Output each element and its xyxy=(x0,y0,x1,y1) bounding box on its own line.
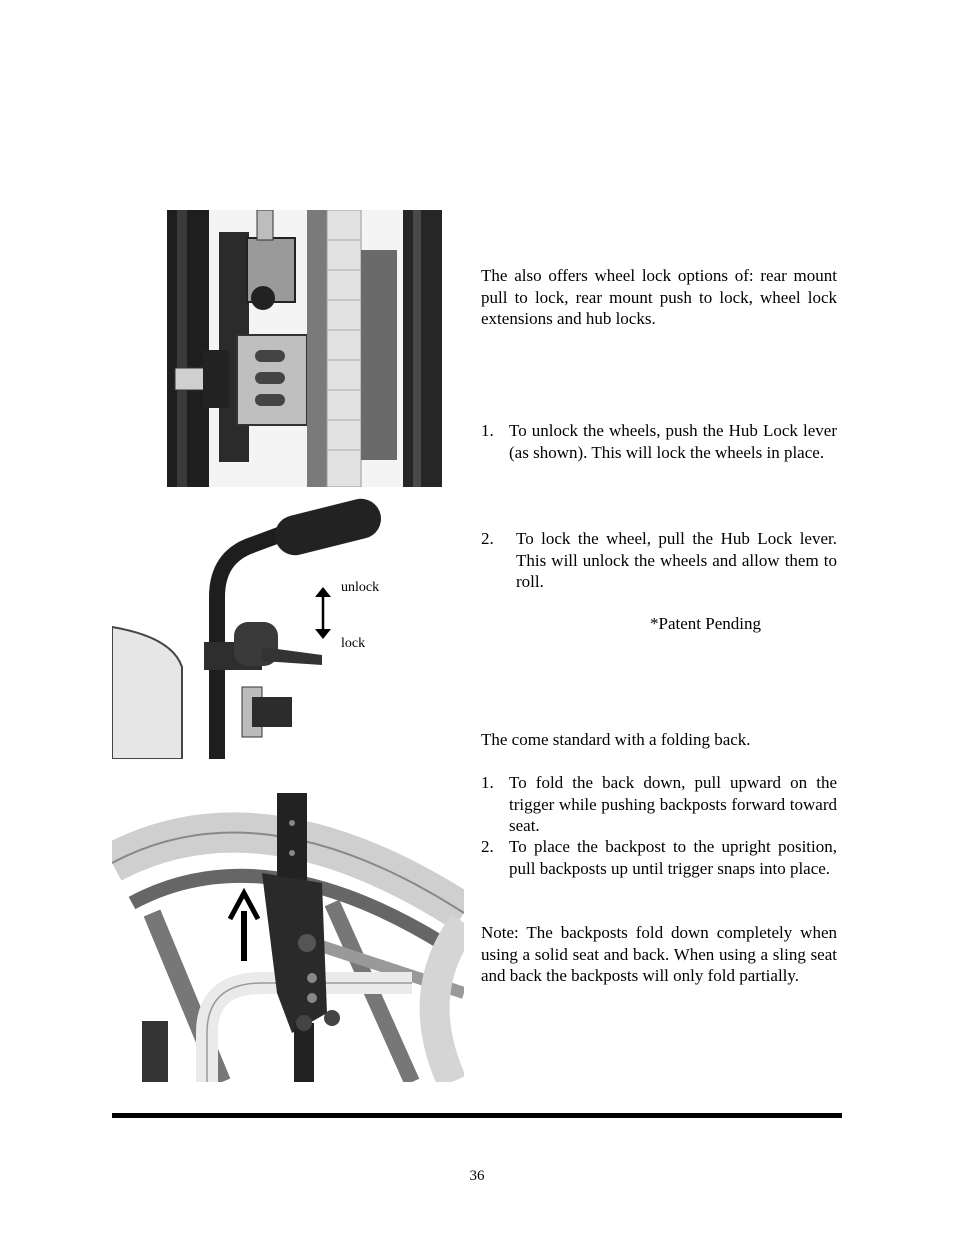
page-number: 36 xyxy=(469,1168,485,1184)
list-item xyxy=(481,420,837,485)
list-item xyxy=(481,772,837,837)
list-number: 2. xyxy=(481,529,494,548)
list-number: 2. xyxy=(481,837,494,856)
list-number: 1. xyxy=(481,421,494,440)
folding-backpost-figure xyxy=(112,793,464,1082)
folding-note: Note: The backposts fold down completely when using a solid seat and back. When using a sling seat and back the backposts will only fold partially. xyxy=(481,923,837,985)
list-text: To fold the back down, pull upward on the trigger while pushing backposts forward toward seat. xyxy=(509,773,837,835)
unlock-label: unlock xyxy=(341,580,380,595)
hub-lock-lever-figure xyxy=(112,497,442,759)
footer-rule xyxy=(112,1113,842,1118)
hub-lock-figure xyxy=(167,210,442,487)
list-text: To unlock the wheels, push the Hub Lock lever (as shown). This will lock the wheels in place. xyxy=(509,421,837,462)
list-item xyxy=(481,528,837,593)
list-number: 1. xyxy=(481,773,494,792)
list-text: To place the backpost to the upright position, pull backposts up until trigger snaps into place. xyxy=(509,837,837,878)
list-text: To lock the wheel, pull the Hub Lock lever. This will unlock the wheels and allow them to roll. xyxy=(516,529,837,591)
wheel-lock-intro: The also offers wheel lock options of: rear mount pull to lock, rear mount push to lock, wheel lock extensions and hub locks. xyxy=(481,266,837,328)
list-item xyxy=(481,836,837,901)
patent-pending: *Patent Pending xyxy=(650,614,761,633)
lock-label: lock xyxy=(341,636,366,651)
folding-back-intro: The come standard with a folding back. xyxy=(481,730,751,749)
